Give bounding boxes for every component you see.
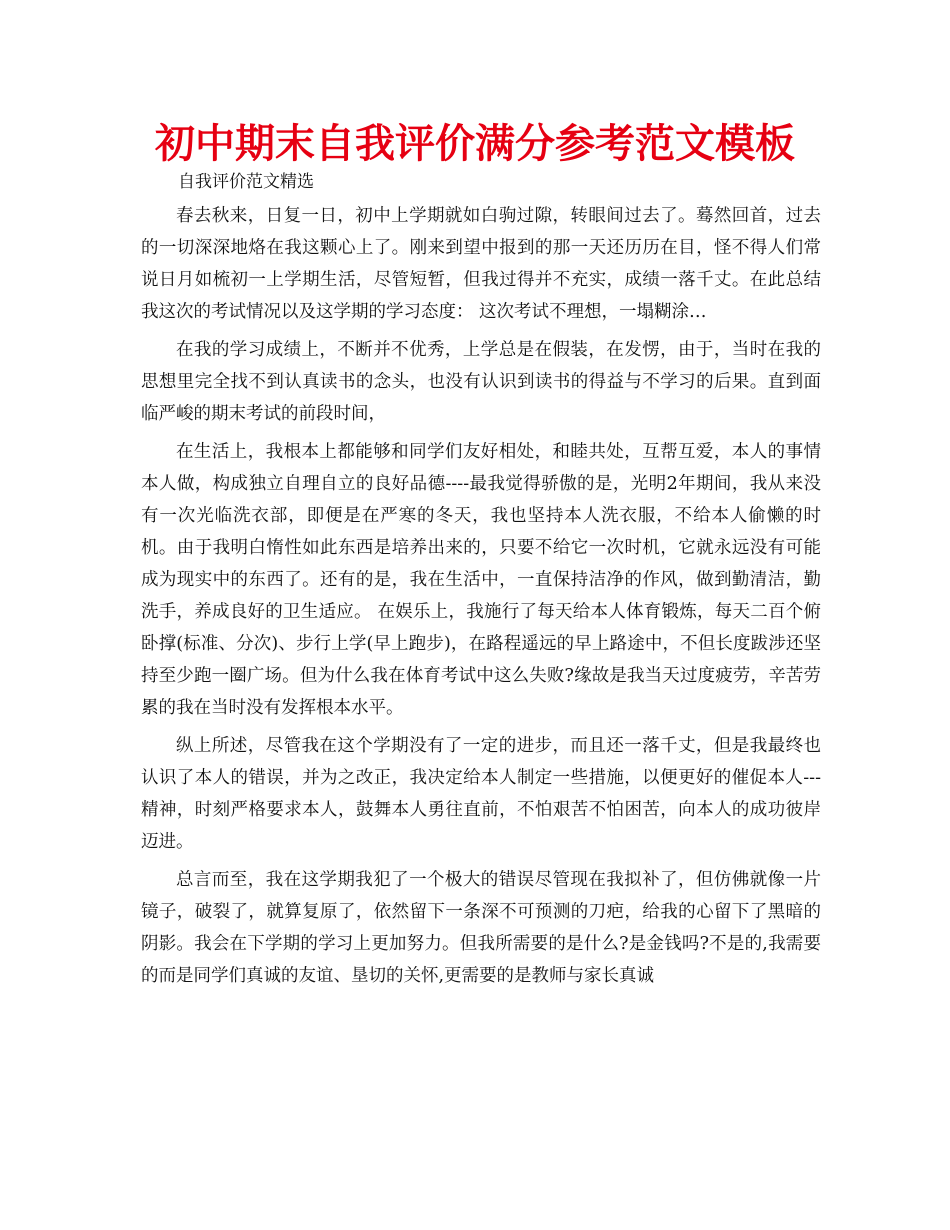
paragraph: 春去秋来，日复一日，初中上学期就如白驹过隙，转眼间过去了。蓦然回首，过去的一切深深地烙在我这颗心上了。刚来到望中报到的那一天还历历在目，怪不得人们常说日月如梳初一上学期生活，尽管短暂，但我过得并不充实，成绩一落千丈。在此总结我这次的考试情况以及这学期的学习态度： 这次考试不理想，一塌糊涂… [141, 206, 821, 322]
document-title: 初中期末自我评价满分参考范文模板 [155, 121, 795, 167]
paragraph: 纵上所述，尽管我在这个学期没有了一定的进步，而且还一落千丈，但是我最终也认识了本人的错误，并为之改正，我决定给本人制定一些措施，以便更好的催促本人---精神，时刻严格要求本人，鼓舞本人勇往直前，不怕艰苦不怕困苦，向本人的成功彼岸迈进。 [141, 736, 821, 852]
document-subtitle: 自我评价范文精选 [178, 172, 314, 192]
document-body [141, 200, 821, 998]
paragraph: 在我的学习成绩上，不断并不优秀，上学总是在假装，在发愣，由于，当时在我的思想里完全找不到认真读书的念头，也没有认识到读书的得益与不学习的后果。直到面临严峻的期末考试的前段时间， [141, 340, 821, 424]
paragraph: 在生活上，我根本上都能够和同学们友好相处，和睦共处，互帮互爱，本人的事情本人做，构成独立自理自立的良好品德----最我觉得骄傲的是，光明2年期间，我从来没有一次光临洗衣部，即便是在严寒的冬天，我也坚持本人洗衣服，不给本人偷懒的时机。由于我明白惰性如此东西是培养出来的，只要不给它一次时机，它就永远没有可能成为现实中的东西了。还有的是，我在生活中，一直保持洁净的作风，做到勤清洁，勤洗手，养成良好的卫生适应。 在娱乐上，我施行了每天给本人体育锻炼，每天二百个俯卧撑(标准、分次)、步行上学(早上跑步)，在路程遥远的早上路途中，不但长度跋涉还坚持至少跑一圈广场。但为什么我在体育考试中这么失败?缘故是我当天过度疲劳，辛苦劳累的我在当时没有发挥根本水平。 [141, 442, 821, 718]
paragraph: 总言而至，我在这学期我犯了一个极大的错误尽管现在我拟补了，但仿佛就像一片镜子，破裂了，就算复原了，依然留下一条深不可预测的刀疤，给我的心留下了黑暗的阴影。我会在下学期的学习上更加努力。但我所需要的是什么?是金钱吗?不是的,我需要的而是同学们真诚的友谊、垦切的关怀,更需要的是教师与家长真诚 [141, 870, 821, 986]
